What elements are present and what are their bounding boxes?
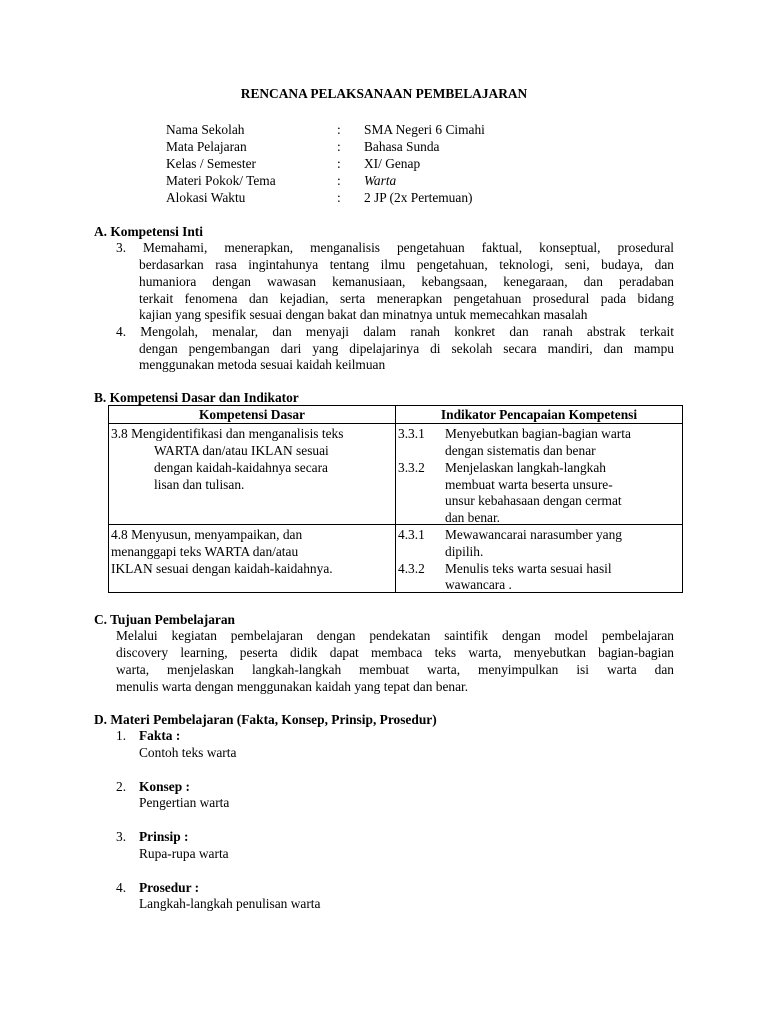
competency-table — [108, 405, 683, 593]
objective-line: menulis warta dengan menggunakan kaidah yang tepat dan benar. — [116, 679, 469, 694]
table-row — [109, 525, 683, 593]
ki3-line: humaniora dengan wawasan kemanusiaan, kebangsaan, kenegaraan, dan peradaban — [139, 274, 674, 289]
material-item-label: Prosedur : — [139, 880, 200, 895]
section-a-heading: A. Kompetensi Inti — [94, 224, 203, 239]
indicator-cell — [396, 525, 683, 593]
identity-label: Kelas / Semester — [166, 156, 256, 171]
ki4-line: 4. Mengolah, menalar, dan menyaji dalam ranah konkret dan ranah abstrak terkait — [116, 324, 674, 339]
table-header-kd: Kompetensi Dasar — [109, 406, 396, 424]
material-item-number: 1. — [116, 728, 127, 743]
material-item-label: Konsep : — [139, 779, 190, 794]
table-header-indicator: Indikator Pencapaian Kompetensi — [396, 406, 683, 424]
indicator-cell — [396, 424, 683, 525]
indicator-number: 4.3.2 — [398, 561, 425, 576]
ki3-line: terkait fenomena dan kejadian, serta menerapkan pengetahuan prosedural pada bidang — [139, 291, 674, 306]
indicator-line: unsur kebahasaan dengan cermat — [445, 493, 622, 508]
indicator-line: Mewawancarai narasumber yang — [445, 527, 622, 542]
material-item-label: Fakta : — [139, 728, 181, 743]
material-item-number: 4. — [116, 880, 127, 895]
indicator-line: wawancara . — [445, 577, 512, 592]
identity-label: Materi Pokok/ Tema — [166, 173, 276, 188]
kd-cell — [109, 525, 396, 593]
indicator-line: Menyebutkan bagian-bagian warta — [445, 426, 631, 441]
indicator-line: membuat warta beserta unsure- — [445, 477, 613, 492]
kd-line: menanggapi teks WARTA dan/atau — [111, 544, 299, 559]
kd-cell — [109, 424, 396, 525]
material-item-text: Pengertian warta — [139, 795, 230, 810]
section-c-heading: C. Tujuan Pembelajaran — [94, 612, 235, 627]
indicator-line: Menulis teks warta sesuai hasil — [445, 561, 612, 576]
identity-value: 2 JP (2x Pertemuan) — [364, 190, 473, 205]
indicator-number: 3.3.1 — [398, 426, 425, 441]
section-d-heading: D. Materi Pembelajaran (Fakta, Konsep, Prinsip, Prosedur) — [94, 712, 437, 727]
identity-value: SMA Negeri 6 Cimahi — [364, 122, 485, 137]
indicator-line: Menjelaskan langkah-langkah — [445, 460, 607, 475]
ki4-line: dengan pengembangan dari yang dipelajarinya di sekolah secara mandiri, dan mampu — [139, 341, 674, 356]
identity-label: Alokasi Waktu — [166, 190, 246, 205]
kd-line: dengan kaidah-kaidahnya secara — [154, 460, 328, 475]
objective-line: discovery learning, peserta didik dapat membaca teks warta, menyebutkan bagian-bagian — [116, 645, 674, 660]
identity-sep: : — [337, 190, 341, 205]
indicator-line: dengan sistematis dan benar — [445, 443, 596, 458]
identity-label: Nama Sekolah — [166, 122, 245, 137]
identity-label: Mata Pelajaran — [166, 139, 247, 154]
identity-value: XI/ Genap — [364, 156, 421, 171]
kd-line: 4.8 Menyusun, menyampaikan, dan — [111, 527, 303, 542]
kd-line: IKLAN sesuai dengan kaidah-kaidahnya. — [111, 561, 333, 576]
material-item-text: Langkah-langkah penulisan warta — [139, 896, 321, 911]
section-b-heading: B. Kompetensi Dasar dan Indikator — [94, 390, 299, 405]
kd-line: lisan dan tulisan. — [154, 477, 245, 492]
material-item-number: 2. — [116, 779, 127, 794]
objective-line: warta, menjelaskan langkah-langkah membuat warta, menyimpulkan isi warta dan — [116, 662, 674, 677]
identity-sep: : — [337, 122, 341, 137]
material-item-text: Contoh teks warta — [139, 745, 237, 760]
material-item-label: Prinsip : — [139, 829, 189, 844]
document-title: RENCANA PELAKSANAAN PEMBELAJARAN — [240, 86, 528, 101]
identity-sep: : — [337, 139, 341, 154]
ki3-line: kajian yang spesifik sesuai dengan bakat dan minatnya untuk memecahkan masalah — [139, 307, 588, 322]
material-item-number: 3. — [116, 829, 127, 844]
kd-line: WARTA dan/atau IKLAN sesuai — [154, 443, 329, 458]
indicator-number: 4.3.1 — [398, 527, 425, 542]
ki3-line: berdasarkan rasa ingintahunya tentang ilmu pengetahuan, teknologi, seni, budaya, dan — [139, 257, 674, 272]
table-row — [109, 424, 683, 525]
indicator-number: 3.3.2 — [398, 460, 425, 475]
ki3-line: 3. Memahami, menerapkan, menganalisis pengetahuan faktual, konseptual, prosedural — [116, 240, 674, 255]
material-item-text: Rupa-rupa warta — [139, 846, 229, 861]
indicator-line: dan benar. — [445, 510, 501, 525]
identity-value: Warta — [364, 173, 397, 188]
identity-sep: : — [337, 173, 341, 188]
identity-value: Bahasa Sunda — [364, 139, 440, 154]
kd-line: 3.8 Mengidentifikasi dan menganalisis teks — [111, 426, 344, 441]
ki4-line: menggunakan metoda sesuai kaidah keilmuan — [139, 357, 386, 372]
indicator-line: dipilih. — [445, 544, 484, 559]
objective-line: Melalui kegiatan pembelajaran dengan pendekatan saintifik dengan model pembelajaran — [116, 628, 674, 643]
identity-sep: : — [337, 156, 341, 171]
